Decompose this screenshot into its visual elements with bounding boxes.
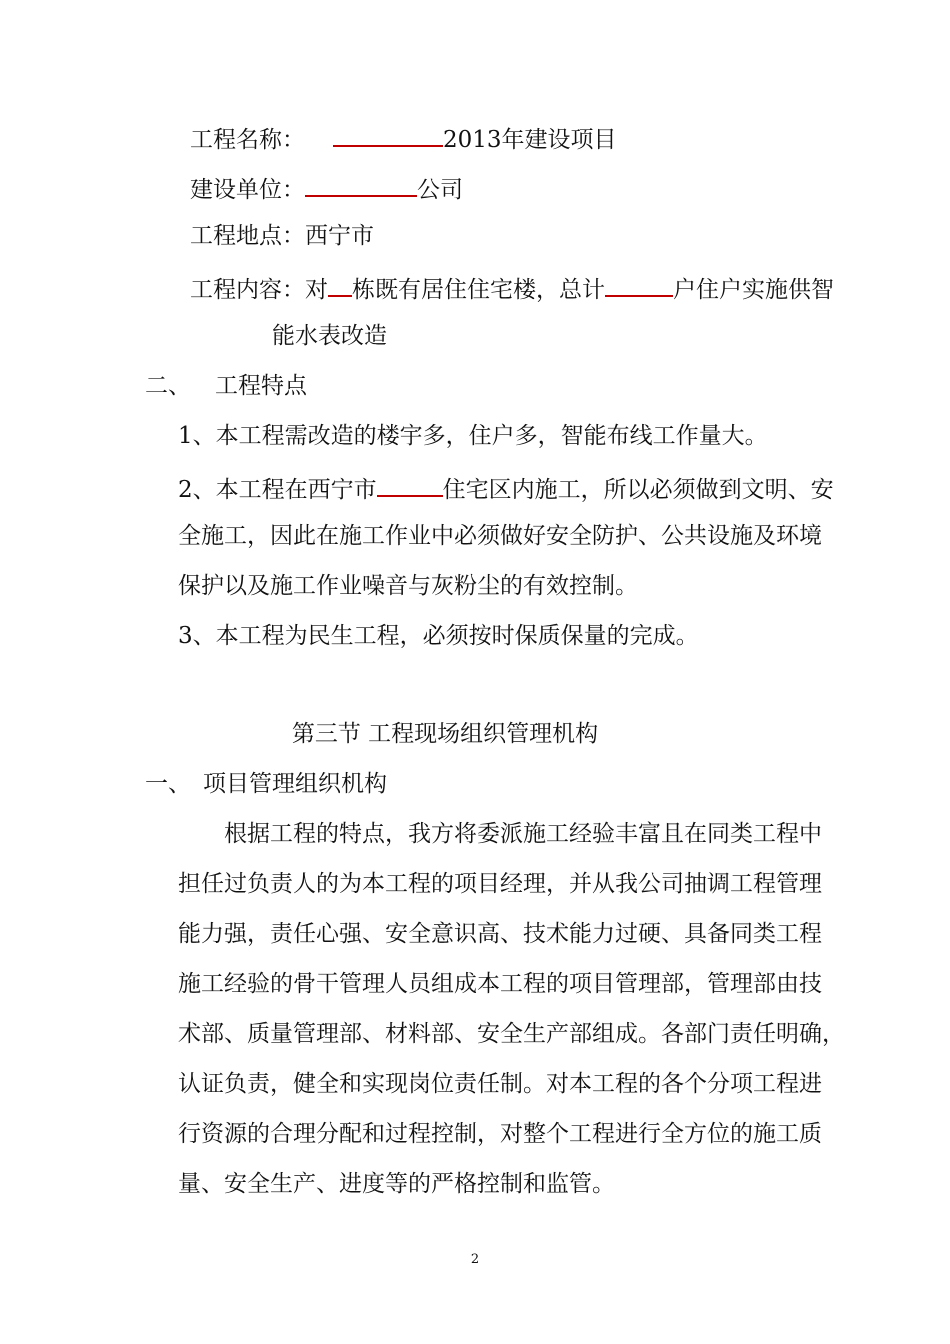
subsection-title: 项目管理组织机构: [203, 771, 387, 797]
project-content-part2: 栋既有居住住宅楼，总计: [352, 277, 605, 303]
subsection-number: 一、: [145, 771, 191, 797]
feature-item-2: [178, 471, 834, 505]
paragraph-line: 行资源的合理分配和过程控制，对整个工程进行全方位的施工质: [178, 1121, 822, 1147]
project-name-suffix: 2013年建设项目: [443, 127, 617, 153]
section-two-heading: [145, 371, 307, 401]
household-count-blank: [605, 271, 673, 297]
project-content-part3: 户住户实施供智: [673, 277, 834, 303]
project-content-line: [190, 271, 834, 305]
construction-unit-label: 建设单位：: [190, 177, 305, 203]
paragraph-line: 认证负责，健全和实现岗位责任制。对本工程的各个分项工程进: [178, 1071, 822, 1097]
subsection-heading: [145, 769, 387, 799]
paragraph-line: 施工经验的骨干管理人员组成本工程的项目管理部，管理部由技: [178, 971, 822, 997]
feature-item-3: 3、本工程为民生工程，必须按时保质保量的完成。: [178, 623, 699, 649]
section-two-number: 二、: [145, 373, 191, 399]
page-number: 2: [470, 1252, 480, 1267]
project-location-value: 西宁市: [305, 223, 374, 249]
paragraph-line: 术部、质量管理部、材料部、安全生产部组成。各部门责任明确，: [178, 1021, 845, 1047]
project-content-continuation: 能水表改造: [272, 323, 387, 349]
project-location-line: [190, 221, 374, 251]
project-content-part1: 对: [305, 277, 328, 303]
feature-item-1: 1、本工程需改造的楼宇多，住户多，智能布线工作量大。: [178, 423, 768, 449]
feature-item-2-line2: 全施工，因此在施工作业中必须做好安全防护、公共设施及环境: [178, 523, 822, 549]
construction-unit-suffix: 公司: [417, 177, 463, 203]
building-count-blank: [328, 271, 352, 297]
feature-item-2-line3: 保护以及施工作业噪音与灰粉尘的有效控制。: [178, 573, 638, 599]
project-location-label: 工程地点：: [190, 223, 305, 249]
feature-item-2-part2: 住宅区内施工，所以必须做到文明、安: [442, 477, 834, 503]
paragraph-line: 能力强，责任心强、安全意识高、技术能力过硬、具备同类工程: [178, 921, 822, 947]
paragraph-line: 根据工程的特点，我方将委派施工经验丰富且在同类工程中: [224, 821, 822, 847]
project-name-line: [190, 121, 617, 155]
section-three-title: 第三节 工程现场组织管理机构: [291, 721, 599, 747]
construction-unit-line: [190, 171, 463, 205]
paragraph-line: 量、安全生产、进度等的严格控制和监管。: [178, 1171, 615, 1197]
residential-area-blank: [377, 471, 443, 497]
project-name-blank: [333, 121, 443, 147]
feature-item-2-part1: 2、本工程在西宁市: [178, 477, 377, 503]
project-content-label: 工程内容：: [190, 277, 305, 303]
construction-unit-blank: [305, 171, 417, 197]
paragraph-line: 担任过负责人的为本工程的项目经理，并从我公司抽调工程管理: [178, 871, 822, 897]
project-name-label: 工程名称：: [190, 127, 305, 153]
section-two-title: 工程特点: [215, 373, 307, 399]
